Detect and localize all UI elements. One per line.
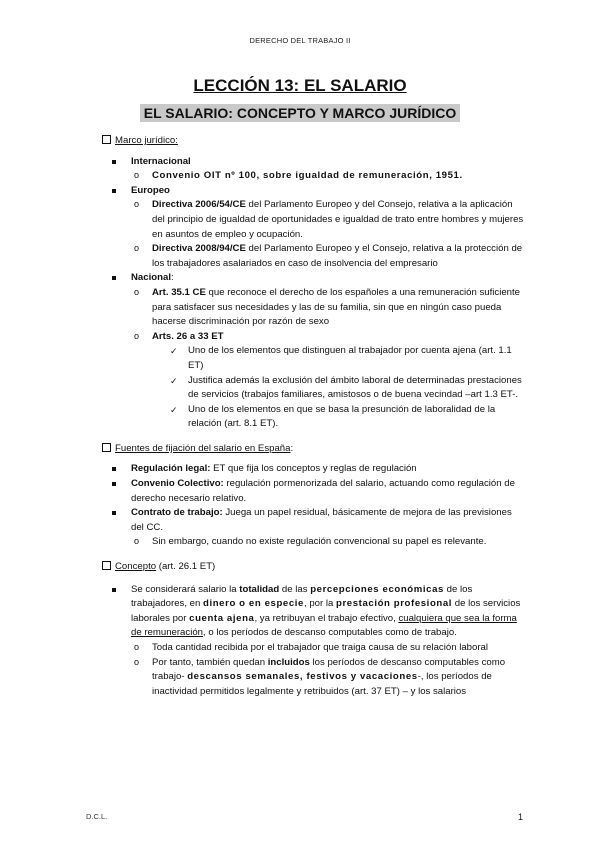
list-item (131, 330, 526, 432)
text-bold: descansos semanales, festivos y vacaciones (187, 671, 418, 683)
text: de los trabajadores, en (131, 583, 473, 610)
text-bold: totalidad (239, 583, 280, 595)
list-item (109, 184, 526, 272)
marco-list (109, 155, 526, 432)
list-bold: Art. 35.1 CE (152, 286, 206, 298)
page-number: 1 (518, 812, 524, 822)
page-title: LECCIÓN 13: EL SALARIO (193, 76, 407, 95)
text: los períodos de descanso computables como trabajo- (152, 656, 506, 683)
list-item (109, 583, 526, 700)
checkbox-bullet-icon (102, 561, 111, 570)
section-concepto (102, 560, 526, 575)
list-bold: Directiva 2008/94/CE (152, 243, 246, 255)
list-item (109, 155, 526, 184)
section-fuentes (102, 442, 526, 457)
list-bold: Convenio Colectivo: (131, 478, 224, 490)
check-item: ✓ Uno de los elementos que distinguen al trabajador por cuenta ajena (art. 1.1 ET) (168, 344, 526, 373)
page-header: DERECHO DEL TRABAJO II (249, 36, 351, 45)
check-item: ✓ Justifica además la exclusión del ámbito laboral de determinadas prestaciones de servicios (trabajos familiares, amistosos o de buena vecindad –art 1.3 ET-. (168, 374, 526, 403)
text: de los servicios laborales por (131, 598, 521, 624)
list-item (109, 477, 526, 506)
list-item (109, 462, 526, 477)
text: de las (279, 583, 311, 595)
list-text: del Parlamento Europeo y el Consejo, relativa a la protección de los trabajadores asalariados en caso de insolvencia del empresario (152, 243, 523, 269)
list-bold: Contrato de trabajo: (131, 507, 223, 519)
section-heading-colon: : (290, 442, 294, 454)
list-item: o Toda cantidad recibida por el trabajador que traiga causa de su relación laboral (131, 641, 526, 656)
list-item (109, 271, 526, 432)
section-marco-juridico (102, 134, 526, 149)
list-label: Europeo (131, 184, 170, 196)
document-body (102, 134, 526, 699)
text: , ya retribuyan el trabajo efectivo, (254, 612, 399, 624)
list-label: Nacional (131, 272, 171, 284)
list-text: Convenio OIT nº 100, sobre igualdad de remuneración, 1951. (152, 170, 463, 182)
check-list (168, 344, 526, 432)
check-item: ✓ Uno de los elementos en que se basa la presunción de laboralidad de la relación (art. 8.1 ET). (168, 403, 526, 432)
text-bold: incluidos (267, 656, 310, 668)
checkbox-bullet-icon (102, 443, 111, 452)
text: -, los períodos de inactividad permitidos legalmente y retribuidos (art. 37 ET) – y los salarios (152, 671, 492, 697)
list-item (109, 506, 526, 550)
section-heading: Fuentes de fijación del salario en España (115, 442, 291, 454)
list-text: Juega un papel residual, básicamente de mejora de las previsiones del CC. (131, 507, 512, 533)
text: Por tanto, también quedan (152, 656, 268, 668)
text-underline: cualquiera que sea la forma de remuneración (131, 612, 517, 639)
section-heading: Marco jurídico: (115, 135, 178, 146)
list-bold: Directiva 2006/54/CE (152, 199, 246, 211)
sublist (131, 169, 526, 184)
list-bold: Arts. 26 a 33 ET (152, 330, 224, 342)
footer-initials: D.C.L. (86, 812, 108, 821)
text-bold: dinero o en especie (203, 598, 304, 610)
fuentes-list (109, 462, 526, 550)
list-text: regulación pormenorizada del salario, actuando como regulación de derecho necesario relativo. (131, 478, 515, 504)
checkbox-bullet-icon (102, 135, 111, 144)
text-bold: cuenta ajena (189, 612, 255, 624)
list-text: que reconoce el derecho de los españoles a una remuneración suficiente para satisfacer sus necesidades y las de su familia, sin que en ningún caso pueda hacerse discriminación por razón de sexo (152, 286, 520, 328)
text: , o los períodos de descanso computables como de trabajo. (203, 627, 457, 639)
list-item (131, 169, 526, 184)
text: , por la (303, 598, 336, 610)
sublist (131, 198, 526, 271)
concepto-list (109, 583, 526, 700)
text-bold: percepciones económicas (310, 583, 444, 595)
text: Se considerará salario la (131, 583, 240, 595)
text-bold: prestación profesional (335, 598, 453, 610)
sublist (131, 286, 526, 432)
list-bold: Regulación legal: (131, 463, 211, 475)
section-subtitle: EL SALARIO: CONCEPTO Y MARCO JURÍDICO (140, 104, 460, 122)
subtitle-wrap (0, 104, 600, 123)
sublist (131, 641, 526, 699)
list-item (131, 198, 526, 242)
list-text: : (171, 272, 174, 284)
list-text: del Parlamento Europeo y del Consejo, relativa a la aplicación del principio de igualdad de oportunidades e igualdad de trato entre hombres y mujeres en asuntos de empleo y ocupación. (152, 199, 524, 240)
list-item (131, 656, 526, 700)
list-item (131, 242, 526, 271)
list-text: ET que fija los conceptos y reglas de regulación (210, 463, 417, 475)
list-item (131, 286, 526, 330)
section-heading-rest: (art. 26.1 ET) (156, 561, 216, 573)
list-label: Internacional (131, 155, 191, 167)
list-item: o Sin embargo, cuando no existe regulación convencional su papel es relevante. (131, 535, 526, 550)
section-heading: Concepto (115, 561, 157, 573)
sublist (131, 535, 526, 550)
